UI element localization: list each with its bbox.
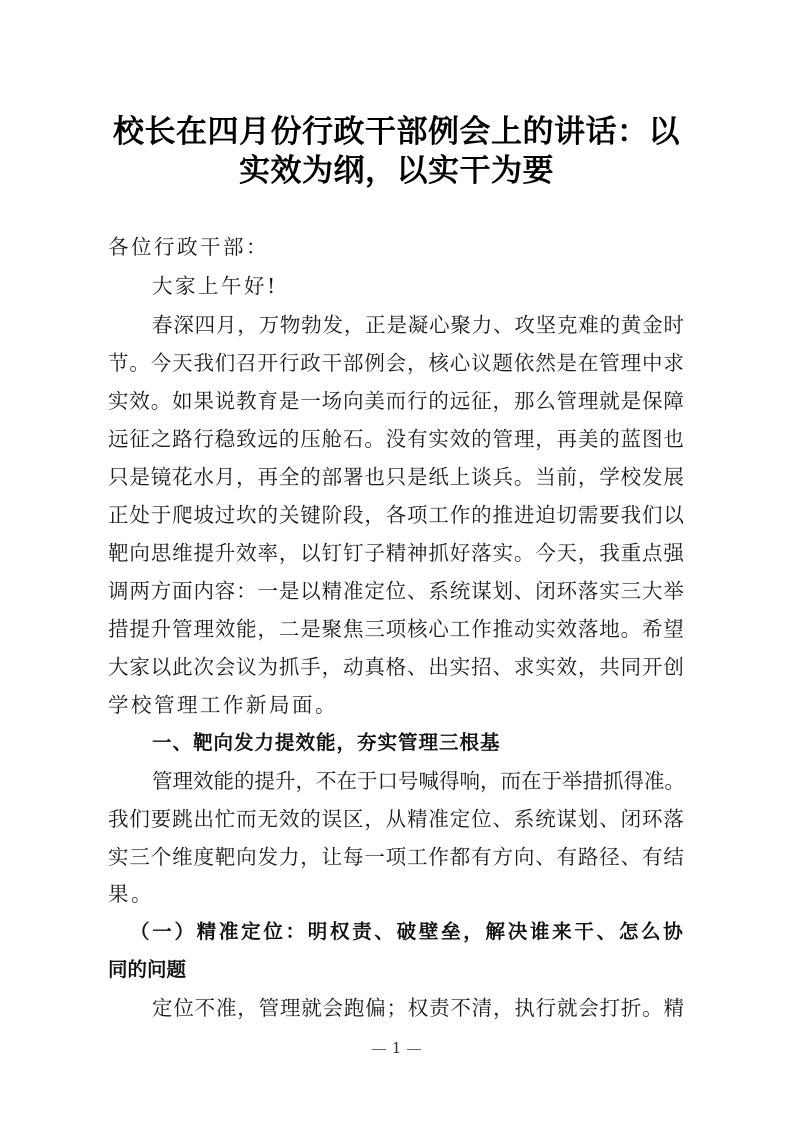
paragraph-line: 节 。 今 天 我 们 召 开 行 政 干 部 例 会 ， 核 心 议 题 依 然 是 在 管 理 中 求 [108,351,684,375]
paragraph-line: 我 们 要 跳 出 忙 而 无 效 的 误 区 ， 从 精 准 定 位 、 系 统 谋 划 、 闭 环 落 [108,807,684,831]
paragraph-line: 大 家 以 此 次 会 议 为 抓 手 ， 动 真 格 、 出 实 招 、 求 实 效 ， 共 同 开 创 [108,655,684,679]
paragraph-line: 定 位 不 准 ， 管 理 就 会 跑 偏 ； 权 责 不 清 ， 执 行 就 会 打 折 。 精 [152,996,684,1020]
document-title-line-2: 实效为纲，以实干为要 [239,153,554,189]
paragraph-line: 实 效 。 如 果 说 教 育 是 一 场 向 美 而 行 的 远 征 ， 那 么 管 理 就 是 保 障 [108,389,684,413]
paragraph-line: 学校管理工作新局面。 [108,693,338,717]
paragraph-line: 调 两 方 面 内 容 ： 一 是 以 精 准 定 位 、 系 统 谋 划 、 闭 环 落 实 三 大 举 [108,579,684,603]
salutation: 各位行政干部： [108,235,269,259]
paragraph-line: 正 处 于 爬 坡 过 坎 的 关 键 阶 段 ， 各 项 工 作 的 推 进 迫 切 需 要 我 们 以 [108,503,684,527]
paragraph-line: 措 提 升 管 理 效 能 ， 二 是 聚 焦 三 项 核 心 工 作 推 动 实 效 落 地 。 希 望 [108,617,684,641]
paragraph-line: 只 是 镜 花 水 月 ， 再 全 的 部 署 也 只 是 纸 上 谈 兵 。 当 前 ， 学 校 发 展 [108,465,684,489]
paragraph-line: 果。 [108,882,154,906]
paragraph-line: 实 三 个 维 度 靶 向 发 力 ， 让 每 一 项 工 作 都 有 方 向 、 有 路 径 、 有 结 [108,845,684,869]
page-number-dash-right [407,1049,421,1050]
subsection-heading-1-line-2: 同的问题 [108,958,187,981]
paragraph-line: 靶 向 思 维 提 升 效 率 ， 以 钉 钉 子 精 神 抓 好 落 实 。 今 天 ， 我 重 点 强 [108,541,684,565]
document-title-line-1: 校长在四月份行政干部例会上的讲话：以 [113,114,680,150]
greeting: 大家上午好! [152,274,278,298]
page-number-dash-left [372,1049,386,1050]
page-number-value: 1 [391,1039,402,1057]
section-heading-1: 一、靶向发力提效能，夯实管理三根基 [152,731,501,754]
paragraph-line: 远 征 之 路 行 稳 致 远 的 压 舱 石 。 没 有 实 效 的 管 理 ， 再 美 的 蓝 图 也 [108,427,684,451]
page-number [0,1038,793,1058]
subsection-heading-1-line-1: （ 一 ） 精 准 定 位 ： 明 权 责 、 破 壁 垒 ， 解 决 谁 来 干 、 怎 么 协 [130,920,684,943]
paragraph-line: 春 深 四 月 ， 万 物 勃 发 ， 正 是 凝 心 聚 力 、 攻 坚 克 难 的 黄 金 时 [152,313,684,337]
paragraph-line: 管 理 效 能 的 提 升 ， 不 在 于 口 号 喊 得 响 ， 而 在 于 举 措 抓 得 准 。 [152,769,685,793]
